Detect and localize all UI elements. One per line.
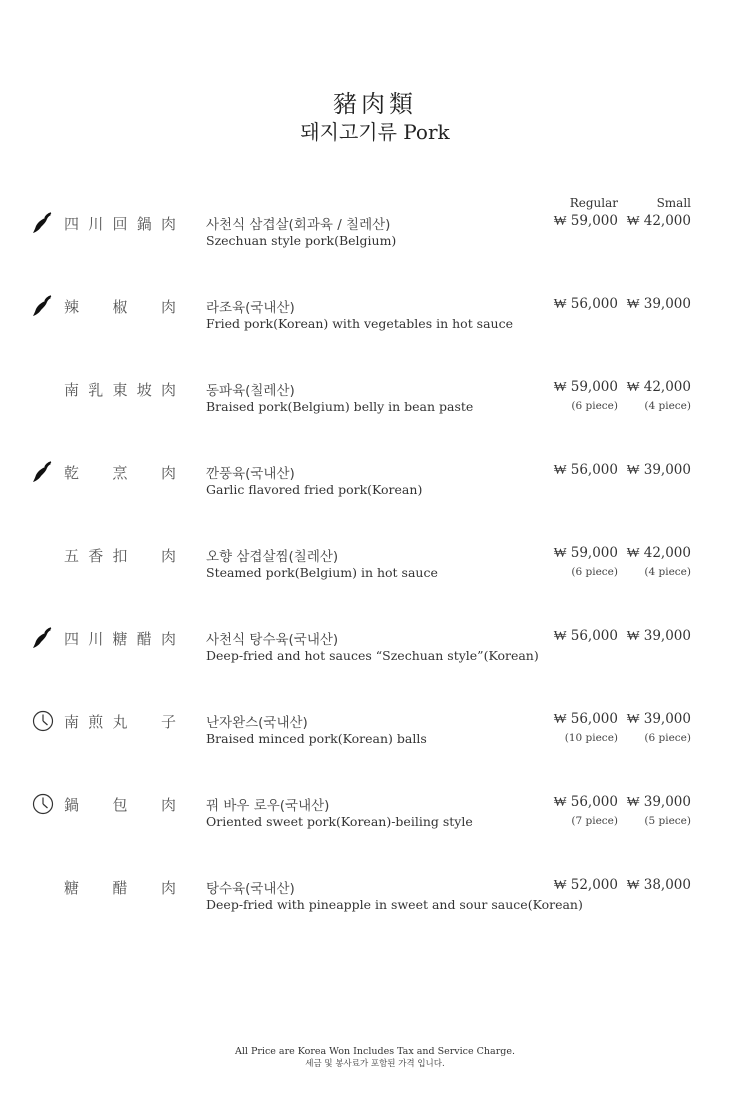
- hanja-char: 肉: [161, 215, 177, 233]
- dish-name-hanja: [64, 545, 176, 566]
- chili-icon: [32, 461, 54, 483]
- dish-name-english: Garlic flavored fried pork(Korean): [206, 482, 423, 497]
- dish-name-korean: 난자완스(국내산): [206, 715, 308, 731]
- hanja-char: 鍋: [64, 796, 80, 814]
- dish-name-korean: 탕수육(국내산): [206, 881, 295, 897]
- menu-item: [0, 462, 750, 522]
- hanja-char: 肉: [161, 547, 177, 565]
- menu-item: [0, 379, 750, 439]
- column-header-small: Small: [656, 196, 691, 210]
- clock-icon: [32, 710, 54, 732]
- hanja-char: [137, 711, 152, 732]
- hanja-char: 五: [64, 547, 80, 565]
- dish-name-hanja: [64, 794, 176, 815]
- hanja-char: 醋: [136, 630, 152, 648]
- hanja-char: 肉: [161, 796, 177, 814]
- hanja-char: [88, 794, 103, 815]
- price-small: ₩ 38,000: [626, 877, 691, 893]
- menu-item: [0, 213, 750, 273]
- price-small: ₩ 42,000: [626, 545, 691, 561]
- hanja-char: 椒: [112, 298, 128, 316]
- portion-regular: (10 piece): [564, 732, 618, 744]
- price-regular: ₩ 59,000: [553, 379, 618, 395]
- menu-item: [0, 628, 750, 688]
- chili-icon: [32, 212, 54, 234]
- menu-item: [0, 877, 750, 937]
- hanja-char: 乳: [88, 381, 104, 399]
- portion-small: (4 piece): [644, 400, 691, 412]
- price-small: ₩ 39,000: [626, 462, 691, 478]
- hanja-char: [137, 794, 152, 815]
- hanja-char: 包: [112, 796, 128, 814]
- page-title: 돼지고기류 Pork: [300, 120, 450, 144]
- hanja-char: 川: [88, 215, 104, 233]
- chili-icon: [32, 627, 54, 649]
- hanja-char: 丸: [112, 713, 128, 731]
- price-regular: ₩ 59,000: [553, 545, 618, 561]
- hanja-char: 醋: [112, 879, 128, 897]
- portion-regular: (6 piece): [571, 400, 618, 412]
- hanja-char: 四: [64, 630, 80, 648]
- dish-name-hanja: [64, 877, 176, 898]
- hanja-char: [88, 296, 103, 317]
- hanja-char: 川: [88, 630, 104, 648]
- dish-name-hanja: [64, 462, 176, 483]
- dish-name-english: Braised pork(Belgium) belly in bean paste: [206, 399, 474, 414]
- hanja-char: 烹: [112, 464, 128, 482]
- hanja-char: 辣: [64, 298, 80, 316]
- dish-name-hanja: [64, 379, 176, 400]
- dish-name-english: Braised minced pork(Korean) balls: [206, 731, 427, 746]
- hanja-char: 南: [64, 381, 80, 399]
- dish-name-english: Szechuan style pork(Belgium): [206, 233, 397, 248]
- hanja-char: 四: [64, 215, 80, 233]
- portion-small: (6 piece): [644, 732, 691, 744]
- price-regular: ₩ 52,000: [553, 877, 618, 893]
- portion-small: (4 piece): [644, 566, 691, 578]
- dish-name-korean: 꿔 바우 로우(국내산): [206, 798, 330, 814]
- menu-item: [0, 545, 750, 605]
- portion-regular: (7 piece): [571, 815, 618, 827]
- dish-name-korean: 사천식 탕수육(국내산): [206, 632, 339, 648]
- hanja-char: 肉: [161, 464, 177, 482]
- hanja-char: [137, 462, 152, 483]
- hanja-char: [88, 877, 103, 898]
- hanja-char: 糖: [112, 630, 128, 648]
- chili-icon: [32, 295, 54, 317]
- price-regular: ₩ 56,000: [553, 296, 618, 312]
- price-regular: ₩ 56,000: [553, 711, 618, 727]
- clock-icon: [32, 793, 54, 815]
- dish-name-english: Steamed pork(Belgium) in hot sauce: [206, 565, 438, 580]
- dish-name-korean: 사천식 삼겹살(회과육 / 칠레산): [206, 217, 391, 233]
- dish-name-korean: 깐풍육(국내산): [206, 466, 295, 482]
- hanja-char: 肉: [161, 879, 177, 897]
- portion-small: (5 piece): [644, 815, 691, 827]
- dish-name-hanja: [64, 711, 176, 732]
- price-regular: ₩ 56,000: [553, 794, 618, 810]
- page-title-hanja: 豬肉類: [333, 90, 417, 118]
- hanja-char: 回: [112, 215, 128, 233]
- hanja-char: 乾: [64, 464, 80, 482]
- price-small: ₩ 39,000: [626, 711, 691, 727]
- hanja-char: 肉: [161, 298, 177, 316]
- price-regular: ₩ 59,000: [553, 213, 618, 229]
- hanja-char: 東: [112, 381, 128, 399]
- footer: [0, 1046, 750, 1070]
- dish-name-hanja: [64, 628, 176, 649]
- dish-name-korean: 라조육(국내산): [206, 300, 295, 316]
- hanja-char: 南: [64, 713, 80, 731]
- footer-note-ko: 세금 및 봉사료가 포함된 가격 입니다.: [305, 1059, 445, 1069]
- menu-item: [0, 794, 750, 854]
- hanja-char: 子: [161, 713, 177, 731]
- hanja-char: [137, 877, 152, 898]
- portion-regular: (6 piece): [571, 566, 618, 578]
- dish-name-english: Deep-fried and hot sauces “Szechuan style”(Korean): [206, 648, 539, 663]
- price-small: ₩ 39,000: [626, 794, 691, 810]
- price-regular: ₩ 56,000: [553, 462, 618, 478]
- dish-name-hanja: [64, 296, 176, 317]
- hanja-char: 肉: [161, 630, 177, 648]
- price-small: ₩ 42,000: [626, 213, 691, 229]
- hanja-char: 扣: [112, 547, 128, 565]
- column-header-regular: Regular: [569, 196, 618, 210]
- dish-name-hanja: [64, 213, 176, 234]
- hanja-char: [88, 462, 103, 483]
- hanja-char: 糖: [64, 879, 80, 897]
- hanja-char: 鍋: [136, 215, 152, 233]
- hanja-char: [137, 545, 152, 566]
- dish-name-korean: 동파육(칠레산): [206, 383, 295, 399]
- menu-item: [0, 296, 750, 356]
- dish-name-english: Fried pork(Korean) with vegetables in hot sauce: [206, 316, 514, 331]
- menu-item: [0, 711, 750, 771]
- hanja-char: [137, 296, 152, 317]
- dish-name-english: Deep-fried with pineapple in sweet and sour sauce(Korean): [206, 897, 583, 912]
- price-small: ₩ 42,000: [626, 379, 691, 395]
- dish-name-english: Oriented sweet pork(Korean)-beiling style: [206, 814, 473, 829]
- hanja-char: 煎: [88, 713, 104, 731]
- dish-name-korean: 오향 삼겹살찜(칠레산): [206, 549, 339, 565]
- price-small: ₩ 39,000: [626, 296, 691, 312]
- hanja-char: 肉: [161, 381, 177, 399]
- price-small: ₩ 39,000: [626, 628, 691, 644]
- price-regular: ₩ 56,000: [553, 628, 618, 644]
- hanja-char: 坡: [136, 381, 152, 399]
- footer-note-en: All Price are Korea Won Includes Tax and Service Charge.: [235, 1046, 515, 1057]
- hanja-char: 香: [88, 547, 104, 565]
